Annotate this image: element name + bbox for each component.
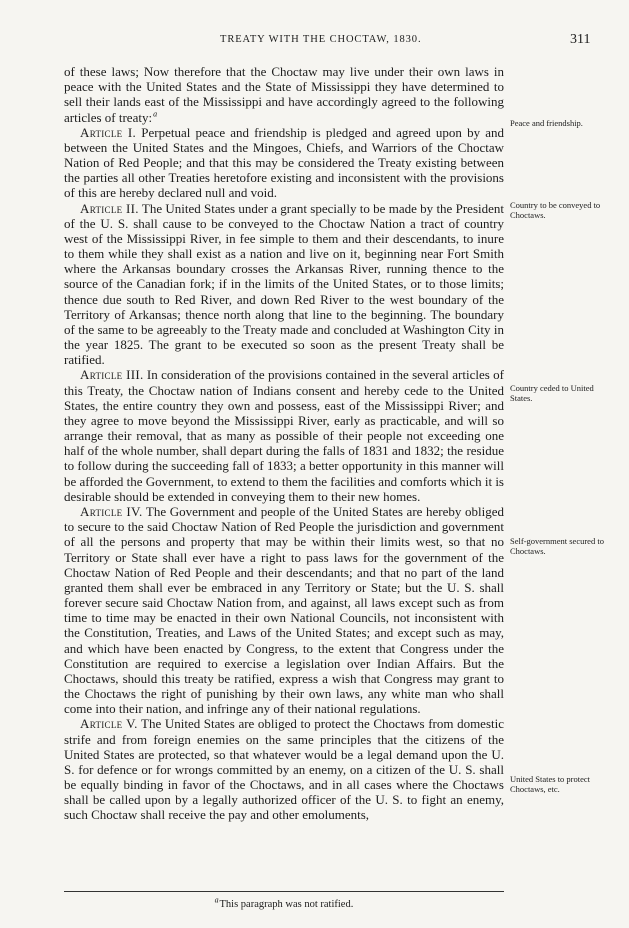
treaty-text <box>64 64 504 823</box>
article-5 <box>64 716 504 822</box>
margin-note-peace: Peace and friendship. <box>510 118 583 128</box>
article-3 <box>64 367 504 504</box>
intro-text: of these laws; Now therefore that the Choctaw may live under their own laws in peace with the United States and the State of Mississippi they have determined to sell their lands east of the Mississippi and have accordingly agreed to the following articles of treaty: <box>64 64 504 125</box>
article-2 <box>64 201 504 368</box>
page-number: 311 <box>570 32 591 47</box>
article-3-text: In consideration of the provisions contained in the several articles of this Treaty, the Choctaw nation of Indians consent and hereby cede to the United States, the entire country they own and possess, east of the Mississippi River; and they agree to move beyond the Mississippi River, early as practicable, and will so arrange their removal, that as many as possible of their people not exceeding one half of the whole number, shall depart during the falls of 1831 and 1832; the residue to follow during the succeeding fall of 1833; a better opportunity in this manner will be afforded the Government, to extend to them the facilities and comforts which it is desirable should be extended in conveying them to their new homes. <box>64 367 504 504</box>
article-1-text: Perpetual peace and friendship is pledged and agreed upon by and between the United States and the Mingoes, Chiefs, and Warriors of the Choctaw Nation of Red People; and that this may be considered the Treaty existing between the parties all other Treaties heretofore existing and inconsistent with the provisions of this are hereby declared null and void. <box>64 124 505 201</box>
footnote-divider <box>64 891 504 892</box>
running-head: TREATY WITH THE CHOCTAW, 1830. <box>220 34 422 45</box>
article-1 <box>64 125 504 201</box>
article-4-label: Article IV. <box>80 503 143 519</box>
margin-note-cession: Country ceded to United States. <box>510 383 594 403</box>
footnote-mark: a <box>214 895 219 905</box>
intro-paragraph <box>64 64 504 125</box>
page-header <box>0 34 629 48</box>
article-2-label: Article II. <box>80 200 139 216</box>
margin-note-self-government: Self-government secured to Choctaws. <box>510 536 604 556</box>
article-4-text: The Government and people of the United States are hereby obliged to secure to the said Choctaw Nation of Red People the jurisdiction and government of all the persons and property that may be within their limits west, so that no Territory or State shall ever have a right to pass laws for the government of the Choctaw Nation of Red People and their descendants; and that no part of the land granted them shall ever be embraced in any Territory or State; but the U. S. shall forever secure said Choctaw Nation from, and against, all laws except such as from time to time may be enacted in their own National Councils, not inconsistent with the Constitution, Treaties, and Laws of the United States; and except such as may, and which have been enacted by Congress, to the extent that Congress under the Constitution are required to exercise a legislation over Indian Affairs. But the Choctaws, should this treaty be ratified, express a wish that Congress may grant to the Choctaws the right of punishing by their own laws, any white man who shall come into their nation, and infringe any of their national regulations. <box>64 503 504 717</box>
article-3-label: Article III. <box>80 367 144 383</box>
margin-note-protection: United States to protect Choctaws, etc. <box>510 774 591 794</box>
article-2-text: The United States under a grant specially to be made by the President of the U. S. shall cause to be conveyed to the Choctaw Nation a tract of country west of the Mississippi River, in fee simple to them and their descendants, to inure to them while they shall exist as a nation and live on it, beginning near Fort Smith where the Arkansas boundary crosses the Arkansas River, running thence to the source of the Canadian fork; if in the limits of the United States, or to those limits; thence due south to Red River, and down Red River to the west boundary of the Territory of Arkansas; thence north along that line to the beginning. The boundary of the same to be agreeably to the Treaty made and concluded at Washington City in the year 1825. The grant to be executed so soon as the present Treaty shall be ratified. <box>64 200 504 368</box>
article-5-label: Article V. <box>80 716 138 732</box>
footnote-reference: a <box>153 109 158 119</box>
article-4 <box>64 504 504 716</box>
article-5-text: The United States are obliged to protect the Choctaws from domestic strife and from foreign enemies on the same principles that the citizens of the United States are protected, so that whatever would be a legal demand upon the U. S. for defence or for wrongs committed by an enemy, on a citizen of the U. S. shall be equally binding in favor of the Choctaws, and in all cases where the Choctaws shall be called upon by a legally authorized officer of the U. S. to fight an enemy, such Choctaw shall receive the pay and other emoluments, <box>64 716 504 823</box>
article-1-label: Article I. <box>80 124 137 140</box>
footnote-text: This paragraph was not ratified. <box>219 899 354 910</box>
footnote <box>64 895 504 910</box>
margin-note-conveyance: Country to be conveyed to Choctaws. <box>510 200 601 220</box>
